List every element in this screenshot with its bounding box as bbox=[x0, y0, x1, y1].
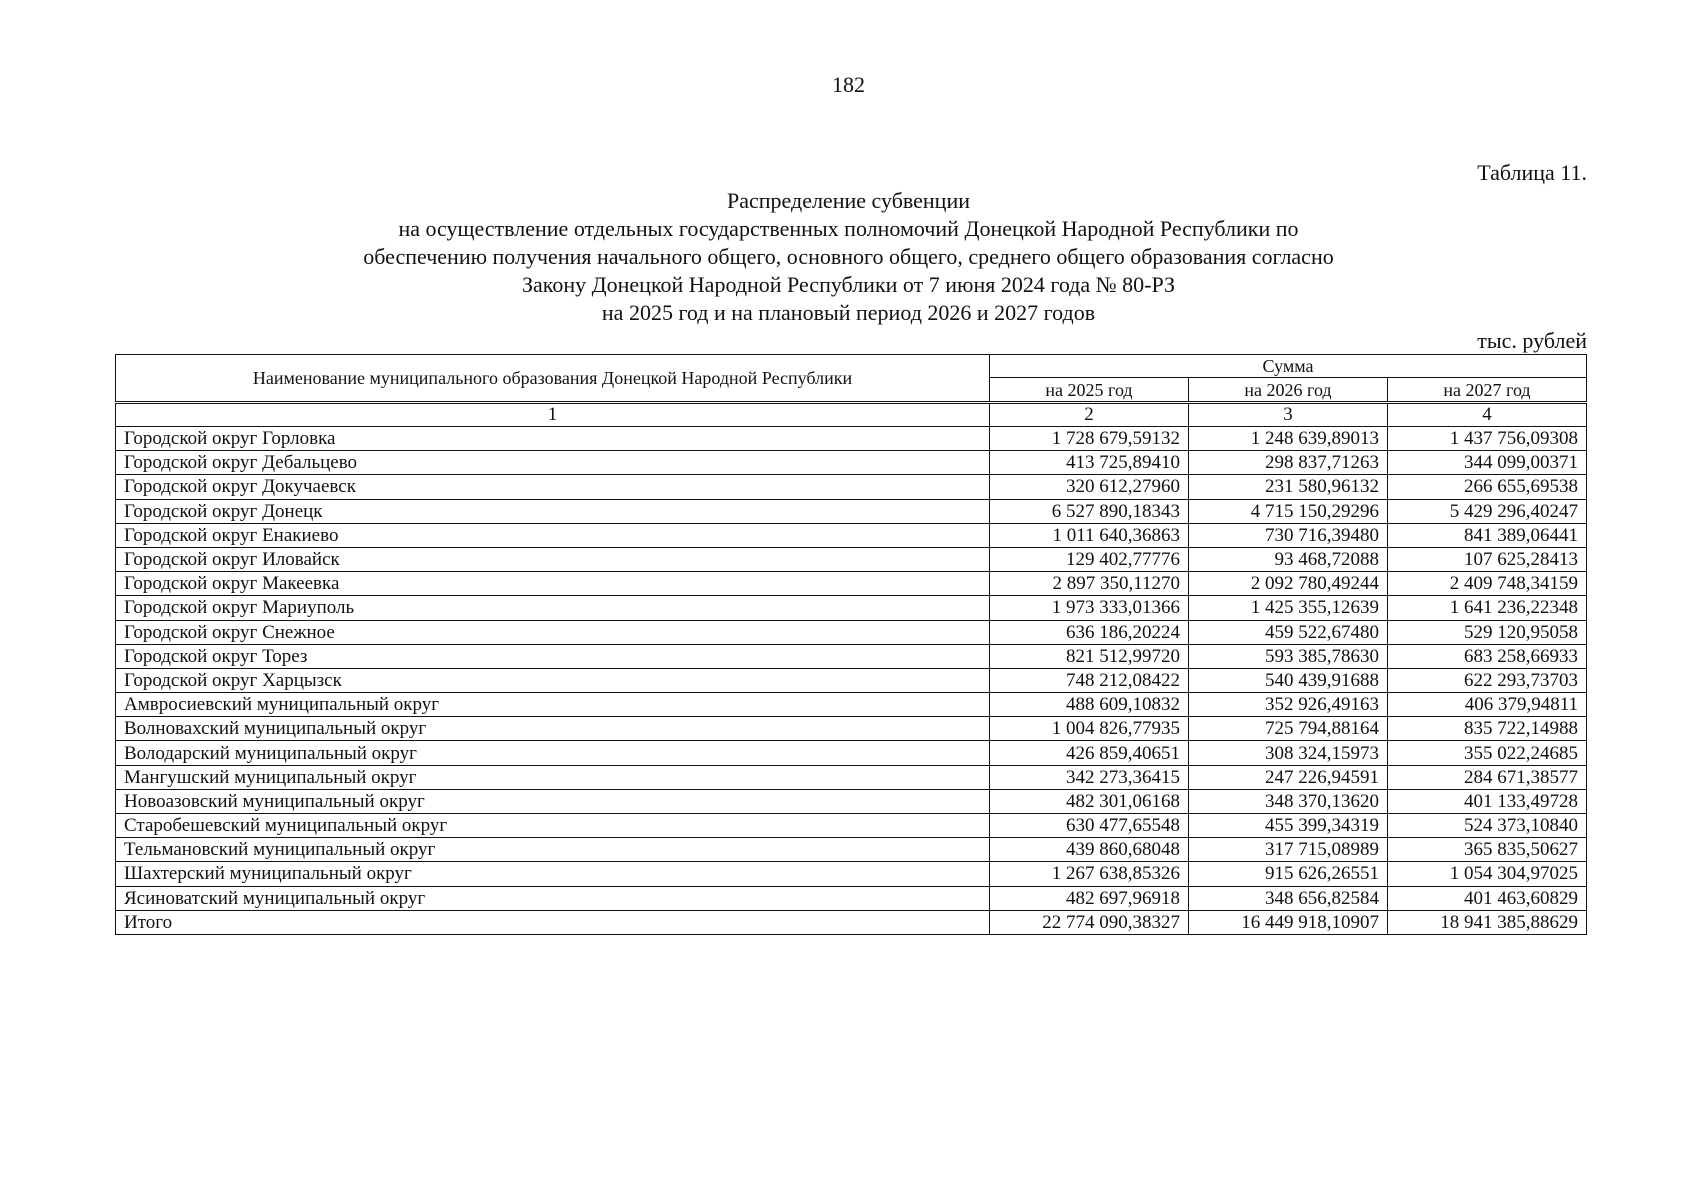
municipality-name-cell: Городской округ Снежное bbox=[116, 620, 990, 644]
amount-2027-cell: 683 258,66933 bbox=[1388, 644, 1587, 668]
amount-2027-cell: 524 373,10840 bbox=[1388, 814, 1587, 838]
table-row bbox=[116, 668, 1587, 692]
municipality-name-cell: Старобешевский муниципальный округ bbox=[116, 814, 990, 838]
table-row bbox=[116, 814, 1587, 838]
amount-2025-cell: 2 897 350,11270 bbox=[990, 572, 1189, 596]
title-line: на 2025 год и на плановый период 2026 и 2027 годов bbox=[601, 300, 1096, 325]
amount-2026-cell: 1 425 355,12639 bbox=[1189, 596, 1388, 620]
municipality-name-cell: Мангушский муниципальный округ bbox=[116, 765, 990, 789]
amount-2026-cell: 1 248 639,89013 bbox=[1189, 427, 1388, 451]
municipality-name-cell: Городской округ Иловайск bbox=[116, 547, 990, 571]
amount-2026-cell: 2 092 780,49244 bbox=[1189, 572, 1388, 596]
amount-2026-cell: 16 449 918,10907 bbox=[1189, 910, 1388, 934]
table-row bbox=[116, 765, 1587, 789]
amount-2026-cell: 348 370,13620 bbox=[1189, 789, 1388, 813]
table-body bbox=[116, 427, 1587, 935]
amount-2026-cell: 308 324,15973 bbox=[1189, 741, 1388, 765]
amount-2025-cell: 1 728 679,59132 bbox=[990, 427, 1189, 451]
municipality-name-cell: Шахтерский муниципальный округ bbox=[116, 862, 990, 886]
amount-2025-cell: 1 011 640,36863 bbox=[990, 523, 1189, 547]
municipality-name-cell: Городской округ Донецк bbox=[116, 499, 990, 523]
amount-2025-cell: 1 267 638,85326 bbox=[990, 862, 1189, 886]
amount-2025-cell: 630 477,65548 bbox=[990, 814, 1189, 838]
column-numbers bbox=[116, 403, 1587, 427]
amount-2026-cell: 593 385,78630 bbox=[1189, 644, 1388, 668]
amount-2026-cell: 915 626,26551 bbox=[1189, 862, 1388, 886]
municipality-name-cell: Итого bbox=[116, 910, 990, 934]
amount-2026-cell: 352 926,49163 bbox=[1189, 693, 1388, 717]
amount-2026-cell: 4 715 150,29296 bbox=[1189, 499, 1388, 523]
amount-2027-cell: 365 835,50627 bbox=[1388, 838, 1587, 862]
amount-2026-cell: 231 580,96132 bbox=[1189, 475, 1388, 499]
table-row bbox=[116, 451, 1587, 475]
amount-2026-cell: 298 837,71263 bbox=[1189, 451, 1388, 475]
amount-2025-cell: 482 301,06168 bbox=[990, 789, 1189, 813]
municipality-name-cell: Городской округ Енакиево bbox=[116, 523, 990, 547]
amount-2025-cell: 482 697,96918 bbox=[990, 886, 1189, 910]
municipality-name-cell: Городской округ Горловка bbox=[116, 427, 990, 451]
amount-2026-cell: 725 794,88164 bbox=[1189, 717, 1388, 741]
table-row bbox=[116, 572, 1587, 596]
municipality-name-cell: Амвросиевский муниципальный округ bbox=[116, 693, 990, 717]
amount-2027-cell: 18 941 385,88629 bbox=[1388, 910, 1587, 934]
table-row bbox=[116, 741, 1587, 765]
table-row bbox=[116, 523, 1587, 547]
amount-2025-cell: 1 004 826,77935 bbox=[990, 717, 1189, 741]
municipality-name-cell: Володарский муниципальный округ bbox=[116, 741, 990, 765]
amount-2026-cell: 247 226,94591 bbox=[1189, 765, 1388, 789]
amount-2026-cell: 459 522,67480 bbox=[1189, 620, 1388, 644]
title-line: Распределение субвенции bbox=[726, 188, 971, 213]
amount-2025-cell: 748 212,08422 bbox=[990, 668, 1189, 692]
amount-2026-cell: 540 439,91688 bbox=[1189, 668, 1388, 692]
column-number: 2 bbox=[990, 403, 1189, 427]
amount-2025-cell: 426 859,40651 bbox=[990, 741, 1189, 765]
amount-2027-cell: 401 133,49728 bbox=[1388, 789, 1587, 813]
table-row bbox=[116, 620, 1587, 644]
amount-2025-cell: 129 402,77776 bbox=[990, 547, 1189, 571]
municipality-name-cell: Новоазовский муниципальный округ bbox=[116, 789, 990, 813]
amount-2025-cell: 821 512,99720 bbox=[990, 644, 1189, 668]
municipality-name-cell: Тельмановский муниципальный округ bbox=[116, 838, 990, 862]
subvention-table bbox=[115, 354, 1587, 935]
table-row bbox=[116, 427, 1587, 451]
year-2026-header: на 2026 год bbox=[1189, 378, 1388, 403]
amount-2025-cell: 342 273,36415 bbox=[990, 765, 1189, 789]
year-2025-header: на 2025 год bbox=[990, 378, 1189, 403]
municipality-name-cell: Городской округ Дебальцево bbox=[116, 451, 990, 475]
year-2027-header: на 2027 год bbox=[1388, 378, 1587, 403]
amount-2025-cell: 488 609,10832 bbox=[990, 693, 1189, 717]
amount-2027-cell: 622 293,73703 bbox=[1388, 668, 1587, 692]
municipality-name-cell: Городской округ Макеевка bbox=[116, 572, 990, 596]
amount-2025-cell: 1 973 333,01366 bbox=[990, 596, 1189, 620]
amount-2026-cell: 455 399,34319 bbox=[1189, 814, 1388, 838]
amount-2027-cell: 529 120,95058 bbox=[1388, 620, 1587, 644]
amount-2025-cell: 6 527 890,18343 bbox=[990, 499, 1189, 523]
municipality-name-cell: Ясиноватский муниципальный округ bbox=[116, 886, 990, 910]
title-line: на осуществление отдельных государственных полномочий Донецкой Народной Республики по bbox=[398, 216, 1299, 241]
title-line: обеспечению получения начального общего, основного общего, среднего общего образования согласно bbox=[363, 244, 1334, 269]
municipality-name-cell: Волновахский муниципальный округ bbox=[116, 717, 990, 741]
amount-2027-cell: 344 099,00371 bbox=[1388, 451, 1587, 475]
amount-2025-cell: 439 860,68048 bbox=[990, 838, 1189, 862]
amount-2027-cell: 355 022,24685 bbox=[1388, 741, 1587, 765]
municipality-name-cell: Городской округ Мариуполь bbox=[116, 596, 990, 620]
table-row bbox=[116, 886, 1587, 910]
table-header bbox=[116, 355, 1587, 403]
column-number: 3 bbox=[1189, 403, 1388, 427]
table-row bbox=[116, 499, 1587, 523]
amount-2027-cell: 284 671,38577 bbox=[1388, 765, 1587, 789]
amount-2027-cell: 5 429 296,40247 bbox=[1388, 499, 1587, 523]
amount-2026-cell: 317 715,08989 bbox=[1189, 838, 1388, 862]
municipality-column-header: Наименование муниципального образования Донецкой Народной Республики bbox=[116, 355, 990, 403]
amount-2026-cell: 348 656,82584 bbox=[1189, 886, 1388, 910]
table-row bbox=[116, 717, 1587, 741]
amount-2027-cell: 835 722,14988 bbox=[1388, 717, 1587, 741]
amount-2027-cell: 1 437 756,09308 bbox=[1388, 427, 1587, 451]
units-label: тыс. рублей bbox=[1477, 328, 1587, 353]
table-row bbox=[116, 596, 1587, 620]
table-row bbox=[116, 475, 1587, 499]
amount-2025-cell: 320 612,27960 bbox=[990, 475, 1189, 499]
municipality-name-cell: Городской округ Докучаевск bbox=[116, 475, 990, 499]
table-row bbox=[116, 862, 1587, 886]
amount-2027-cell: 401 463,60829 bbox=[1388, 886, 1587, 910]
municipality-name-cell: Городской округ Харцызск bbox=[116, 668, 990, 692]
table-row bbox=[116, 644, 1587, 668]
amount-2026-cell: 93 468,72088 bbox=[1189, 547, 1388, 571]
table-row bbox=[116, 838, 1587, 862]
column-number: 1 bbox=[116, 403, 990, 427]
amount-2027-cell: 2 409 748,34159 bbox=[1388, 572, 1587, 596]
title-line: Закону Донецкой Народной Республики от 7 июня 2024 года № 80-РЗ bbox=[522, 272, 1175, 297]
amount-2027-cell: 107 625,28413 bbox=[1388, 547, 1587, 571]
table-row bbox=[116, 789, 1587, 813]
amount-2027-cell: 266 655,69538 bbox=[1388, 475, 1587, 499]
municipality-name-cell: Городской округ Торез bbox=[116, 644, 990, 668]
amount-2027-cell: 406 379,94811 bbox=[1388, 693, 1587, 717]
amount-2027-cell: 1 054 304,97025 bbox=[1388, 862, 1587, 886]
subvention-table-wrapper bbox=[115, 354, 1587, 935]
sum-column-header: Сумма bbox=[990, 355, 1587, 378]
total-row bbox=[116, 910, 1587, 934]
document-title bbox=[0, 187, 1697, 327]
amount-2026-cell: 730 716,39480 bbox=[1189, 523, 1388, 547]
table-row bbox=[116, 693, 1587, 717]
table-row bbox=[116, 547, 1587, 571]
amount-2027-cell: 841 389,06441 bbox=[1388, 523, 1587, 547]
table-label: Таблица 11. bbox=[1477, 160, 1587, 185]
amount-2025-cell: 413 725,89410 bbox=[990, 451, 1189, 475]
column-number: 4 bbox=[1388, 403, 1587, 427]
page-number: 182 bbox=[832, 72, 865, 97]
amount-2027-cell: 1 641 236,22348 bbox=[1388, 596, 1587, 620]
amount-2025-cell: 636 186,20224 bbox=[990, 620, 1189, 644]
amount-2025-cell: 22 774 090,38327 bbox=[990, 910, 1189, 934]
